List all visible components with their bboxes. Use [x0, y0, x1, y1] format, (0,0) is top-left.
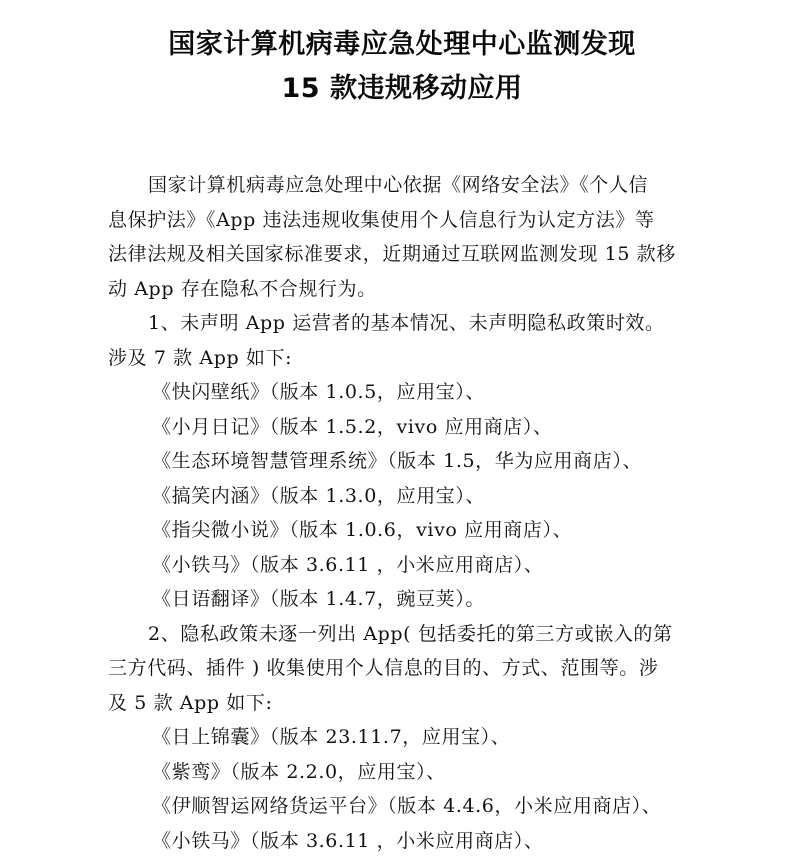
intro-line: 国家计算机病毒应急处理中心依据《网络安全法》《个人信 — [148, 174, 649, 196]
intro-line: 息保护法》《App 违法违规收集使用个人信息行为认定方法》等 — [108, 208, 655, 231]
document-title — [108, 0, 696, 111]
section-1 — [108, 306, 696, 617]
app-list-item: 《日语翻译》（版本 1.4.7，豌豆荚）。 — [152, 588, 485, 610]
app-list-item: 《日上锦囊》（版本 23.11.7，应用宝）、 — [152, 726, 511, 748]
section-2 — [108, 617, 696, 859]
app-list-item: 《指尖微小说》（版本 1.0.6，vivo 应用商店）、 — [152, 519, 573, 541]
title-line-1: 国家计算机病毒应急处理中心监测发现 — [168, 29, 636, 60]
app-list-item: 《伊顺智运网络货运平台》（版本 4.4.6，小米应用商店）、 — [152, 795, 662, 817]
section-1-heading-cont: 涉及 7 款 App 如下: — [108, 346, 293, 369]
app-list-item: 《小月日记》（版本 1.5.2，vivo 应用商店）、 — [152, 415, 553, 438]
section-2-heading: 2、隐私政策未逐一列出 App( 包括委托的第三方或嵌入的第 — [148, 622, 673, 645]
app-list-item: 《生态环境智慧管理系统》（版本 1.5，华为应用商店）、 — [152, 450, 643, 472]
section-2-app-list — [108, 720, 696, 858]
intro-line: 法律法规及相关国家标准要求，近期通过互联网监测发现 15 款移 — [108, 243, 676, 265]
intro-line: 动 App 存在隐私不合规行为。 — [108, 277, 377, 300]
section-1-app-list — [108, 375, 696, 617]
app-list-item: 《紫鸾》（版本 2.2.0，应用宝）、 — [152, 760, 446, 783]
section-2-heading-cont: 三方代码、插件 ) 收集使用个人信息的目的、方式、范围等。涉 — [108, 657, 659, 679]
title-line-2: 15 款违规移动应用 — [281, 73, 523, 104]
section-1-heading: 1、未声明 App 运营者的基本情况、未声明隐私政策时效。 — [148, 312, 665, 334]
app-list-item: 《小铁马》（版本 3.6.11 ，小米应用商店）、 — [152, 829, 544, 852]
app-list-item: 《搞笑内涵》（版本 1.3.0，应用宝）、 — [152, 484, 485, 507]
app-list-item: 《快闪壁纸》（版本 1.0.5，应用宝）、 — [152, 381, 485, 403]
intro-paragraph — [108, 168, 696, 306]
app-list-item: 《小铁马》（版本 3.6.11 ，小米应用商店）、 — [152, 553, 544, 576]
document-body — [108, 168, 696, 858]
section-2-heading-cont: 及 5 款 App 如下: — [108, 691, 273, 714]
